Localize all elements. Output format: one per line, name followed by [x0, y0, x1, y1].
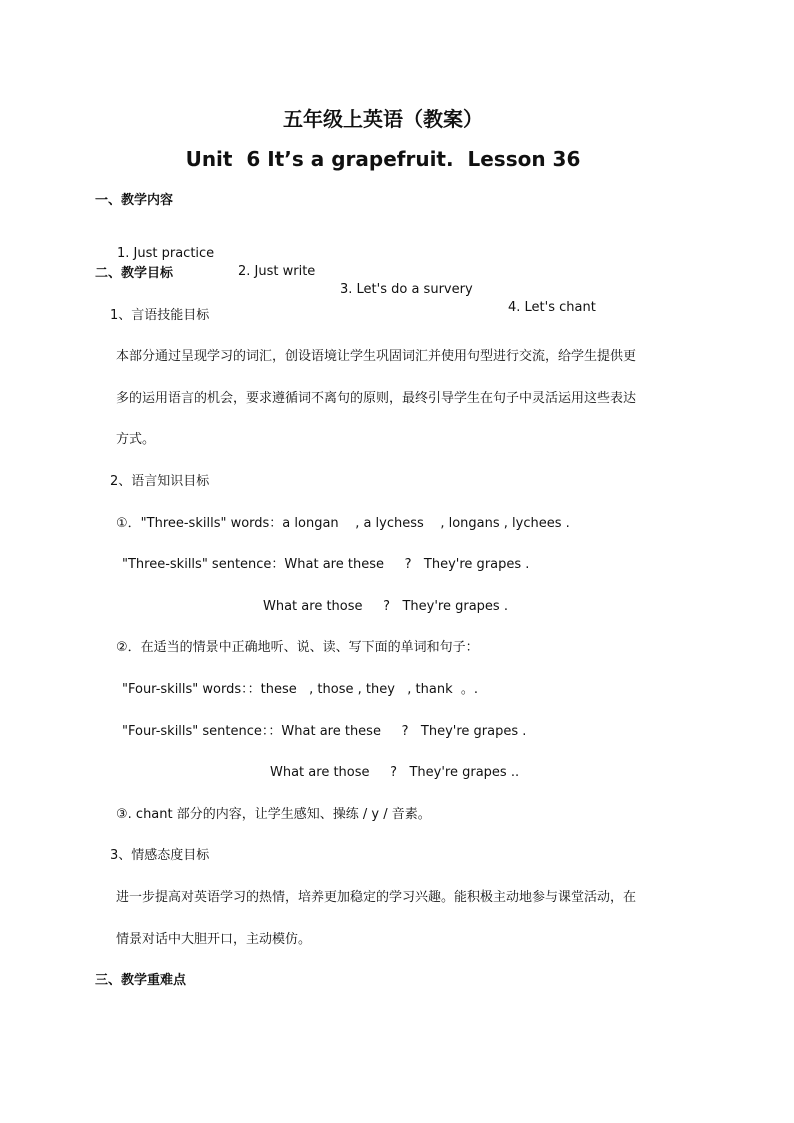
paragraph-line: 方式。: [116, 432, 156, 447]
four-skills-words: "Four-skills" words：：these , those , they , thank 。.: [122, 682, 479, 697]
subheading-knowledge-goals: 2、语言知识目标: [110, 474, 210, 489]
content-item: 2. Just write: [238, 264, 316, 279]
chant-goal: ③. chant 部分的内容，让学生感知、操练 / y / 音素。: [116, 807, 431, 822]
section-heading-key-points: 三、教学重难点: [95, 973, 187, 988]
four-skills-intro: ②．在适当的情景中正确地听、说、读、写下面的单词和句子：: [116, 640, 479, 655]
content-item: 1. Just practice: [117, 246, 215, 261]
three-skills-sentence: "Three-skills" sentence：What are these ? They're grapes .: [122, 557, 530, 572]
three-skills-sentence-2: What are those ? They're grapes .: [263, 599, 508, 614]
content-item: 3. Let's do a survery: [340, 282, 473, 297]
paragraph-line: 情景对话中大胆开口，主动模仿。: [116, 932, 312, 947]
section-heading-goals: 二、教学目标: [95, 266, 174, 281]
paragraph-line: 进一步提高对英语学习的热情，培养更加稳定的学习兴趣。能积极主动地参与课堂活动，在: [116, 890, 637, 905]
document-subtitle: Unit 6 It’s a grapefruit. Lesson 36: [185, 147, 581, 171]
three-skills-words: ①．"Three-skills" words：a longan , a lychess , longans , lychees .: [116, 516, 570, 531]
paragraph-line: 本部分通过呈现学习的词汇，创设语境让学生巩固词汇并使用句型进行交流，给学生提供更: [116, 349, 637, 364]
subheading-attitude-goals: 3、情感态度目标: [110, 848, 210, 863]
section-heading-content: 一、教学内容: [95, 193, 174, 208]
content-item: 4. Let's chant: [508, 300, 596, 315]
document-title: 五年级上英语（教案）: [283, 107, 483, 131]
four-skills-sentence-2: What are those ? They're grapes ..: [270, 765, 520, 780]
four-skills-sentence: "Four-skills" sentence：：What are these ? They're grapes .: [122, 724, 527, 739]
paragraph-line: 多的运用语言的机会，要求遵循词不离句的原则，最终引导学生在句子中灵活运用这些表达: [116, 391, 637, 406]
subheading-skill-goals: 1、言语技能目标: [110, 308, 210, 323]
